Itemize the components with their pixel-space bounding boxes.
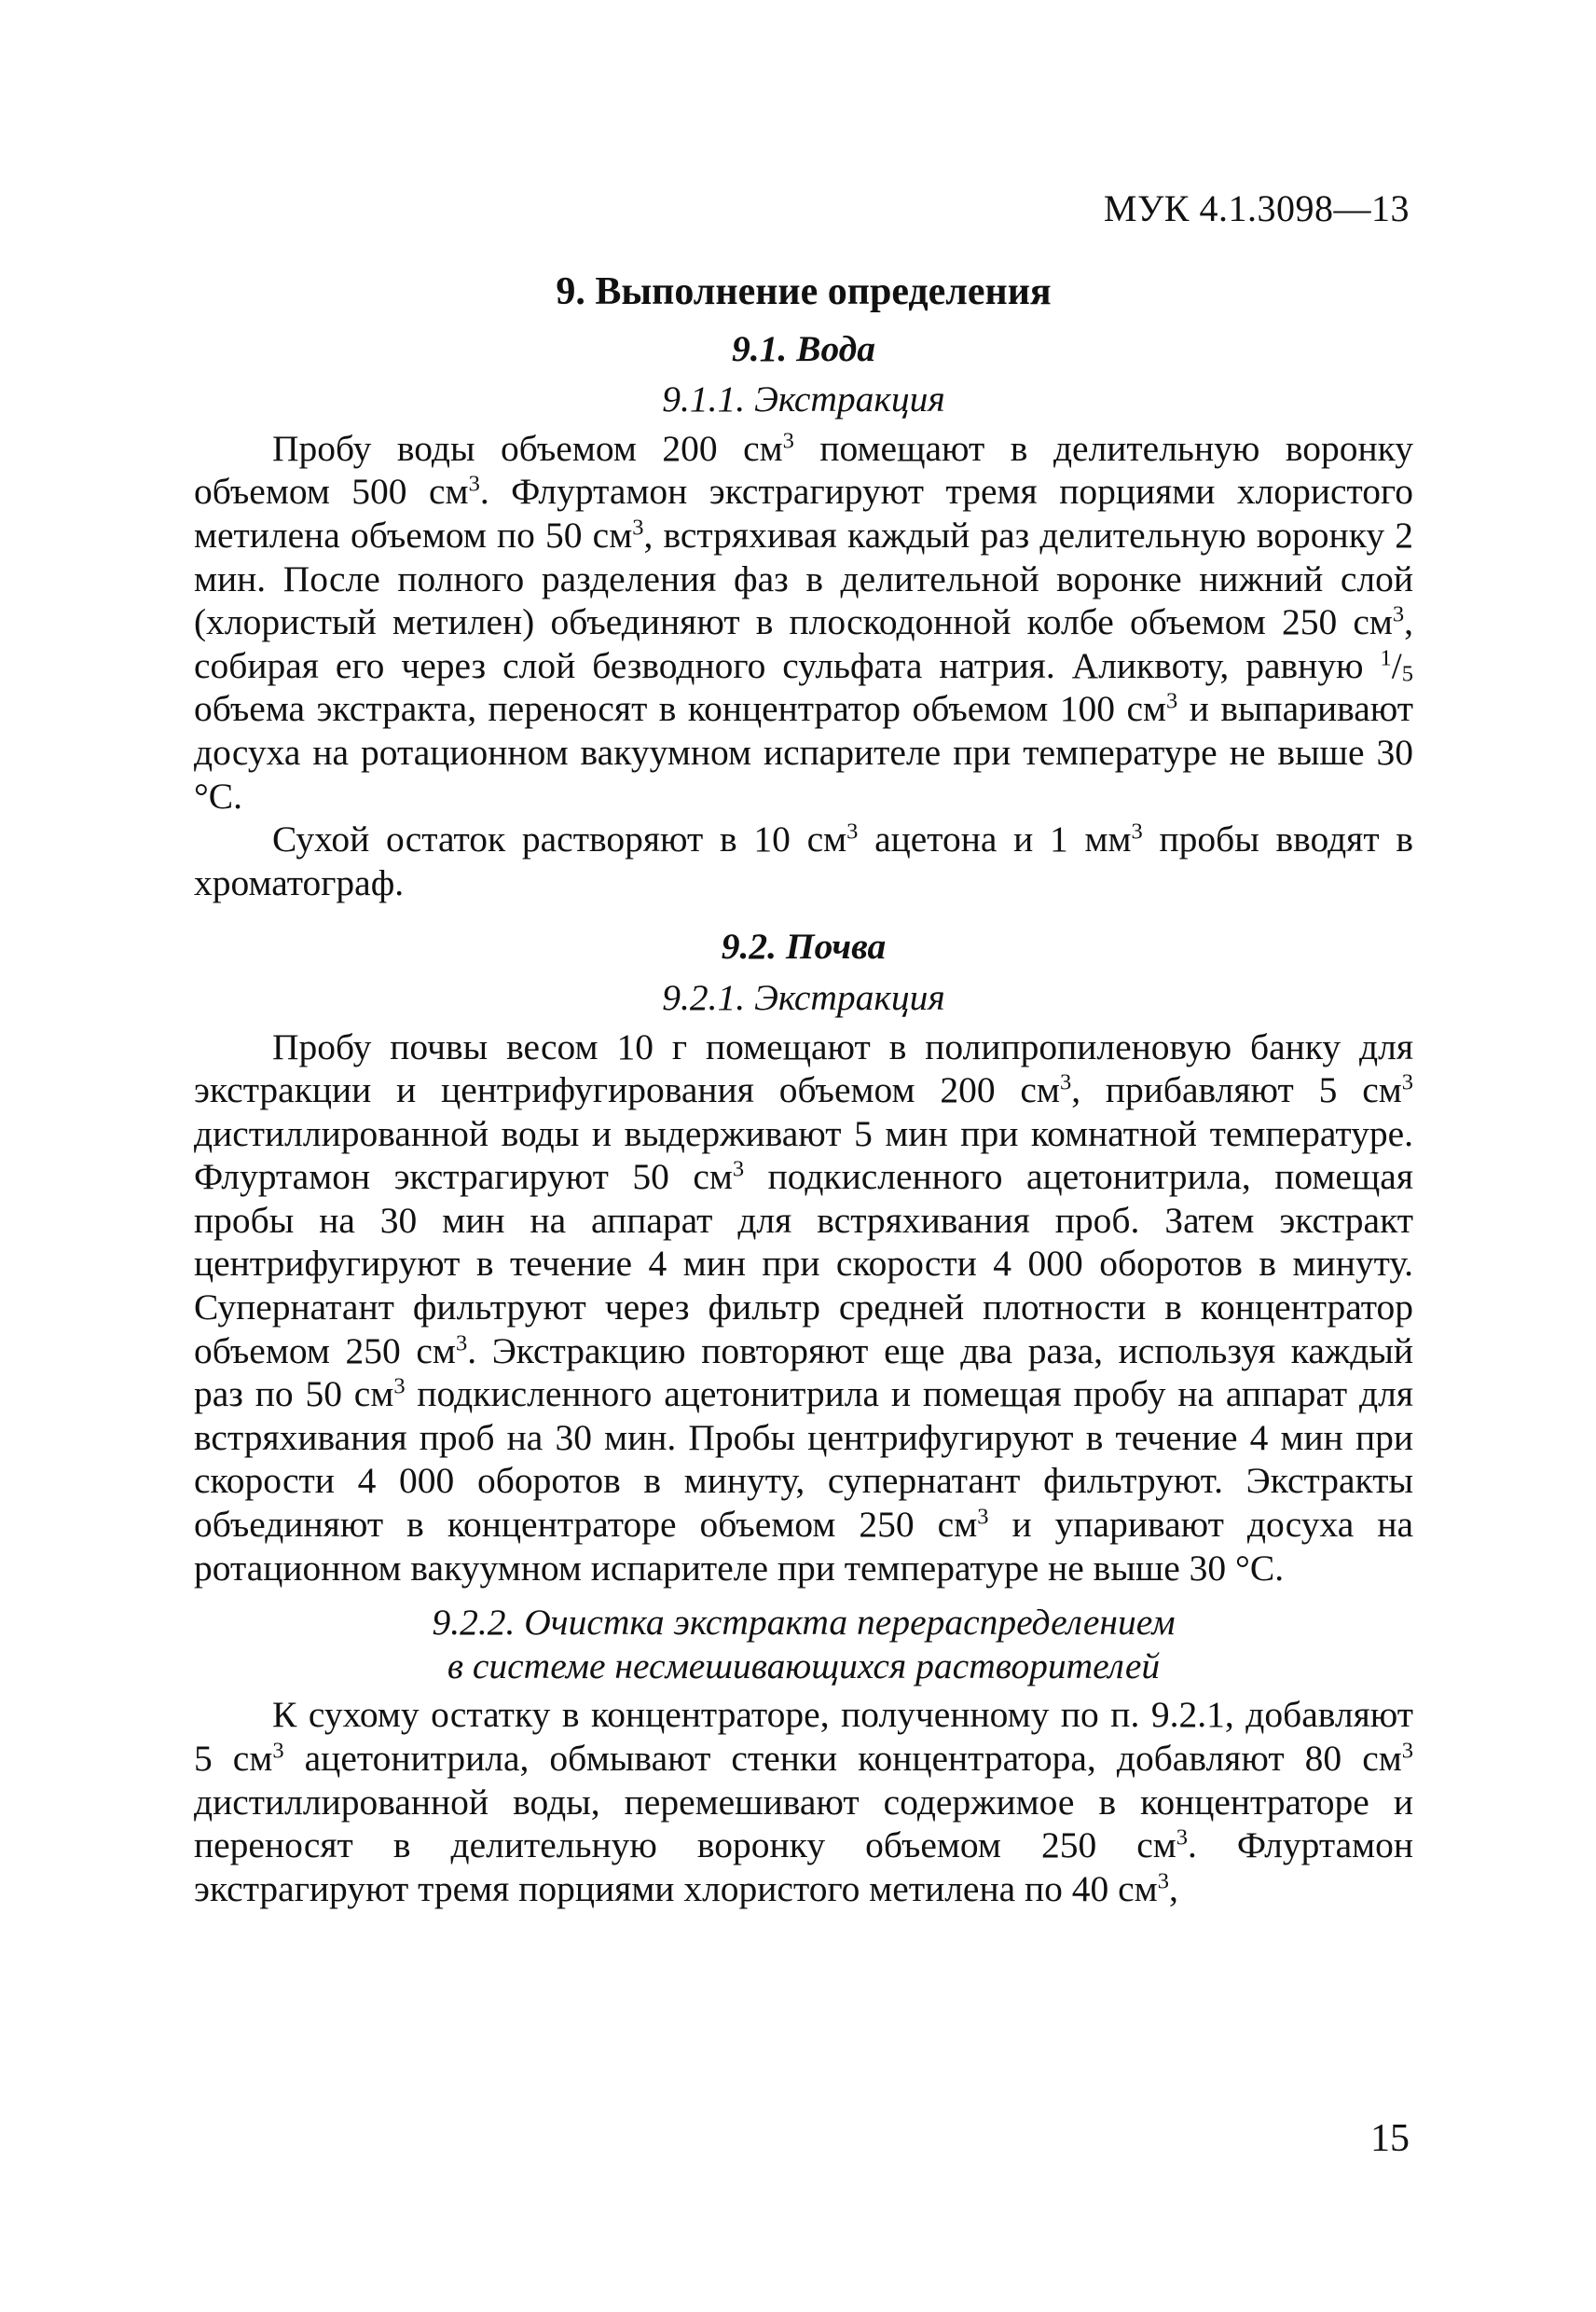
subsubsection-title-soil-extraction: 9.2.1. Экстракция — [662, 976, 945, 1018]
subsection-title-soil: 9.2. Почва — [721, 926, 887, 968]
paragraph-water-residue: Сухой остаток растворяют в 10 $см^3$ ацетона и 1 $мм^3$ пробы вводят в хроматограф. — [194, 819, 1413, 903]
document-code: МУК 4.1.3098—13 — [1103, 187, 1410, 229]
paragraph-soil-extraction: Пробу почвы весом 10 г помещают в полипропиленовую банку для экстракции и центрифугирования объемом 200 $см^3$, прибавляют 5 $см^3$ дистиллированной воды и выдерживают 5 мин при комнатной температуре. Флуртамон экстрагируют 50 $см^3$ подкисленного ацетонитрила, помещая пробы на 30 мин на аппарат для встряхивания проб. Затем экстракт центрифугируют в течение 4 мин при скорости 4 000 оборотов в минуту. Супернатант фильтруют через фильтр средней плотности в концентратор объемом 250 $см^3$. Экстракцию повторяют еще два раза, используя каждый раз по 50 $см^3$ подкисленного ацетонитрила и помещая пробу на аппарат для встряхивания проб на 30 мин. Пробы центрифугируют в течение 4 мин при скорости 4 000 оборотов в минуту, супернатант фильтруют. Экстракты объединяют в концентраторе объемом 250 $см^3$ и упаривают досуха на ротационном вакуумном испарителе при температуре не выше 30 °С. — [194, 1025, 1413, 1589]
document-body — [194, 270, 1413, 1910]
subsection-title-water: 9.1. Вода — [731, 327, 876, 369]
paragraph-soil-cleanup: К сухому остатку в концентраторе, полученному по п. 9.2.1, добавляют 5 $см^3$ ацетонитрила, обмывают стенки концентратора, добавляют 80 $см^3$ дистиллированной воды, перемешивают содержимое в концентраторе и переносят в делительную воронку объемом 250 $см^3$. Флуртамон экстрагируют тремя порциями хлористого метилена по 40 $см^3$, — [194, 1694, 1413, 1909]
page-number: 15 — [1370, 2117, 1410, 2160]
section-title: 9. Выполнение определения — [556, 270, 1052, 313]
fraction-one-fifth: $^1/_5$ — [1380, 644, 1413, 687]
paragraph-water-extraction: Пробу воды объемом 200 $см^3$ помещают в делительную воронку объемом 500 $см^3$. Флуртамон экстрагируют тремя порциями хлористого метилена объемом по 50 $см^3$, встряхивая каждый раз делительную воронку 2 мин. После полного разделения фаз в делительной воронке нижний слой (хлористый метилен) объединяют в плоскодонной колбе объемом 250 $см^3$, собирая его через слой безводного сульфата натрия. Аликвоту, равную $^1/_5$ объема экстракта, переносят в концентратор объемом 100 $см^3$ и выпаривают досуха на ротационном вакуумном испарителе при температуре не выше 30 °С. — [194, 427, 1413, 817]
subsubsection-title-water-extraction: 9.1.1. Экстракция — [662, 378, 945, 420]
subsubsection-title-soil-cleanup: 9.2.2. Очистка экстракта перераспределением в системе несмешивающихся растворителей — [432, 1602, 1176, 1686]
